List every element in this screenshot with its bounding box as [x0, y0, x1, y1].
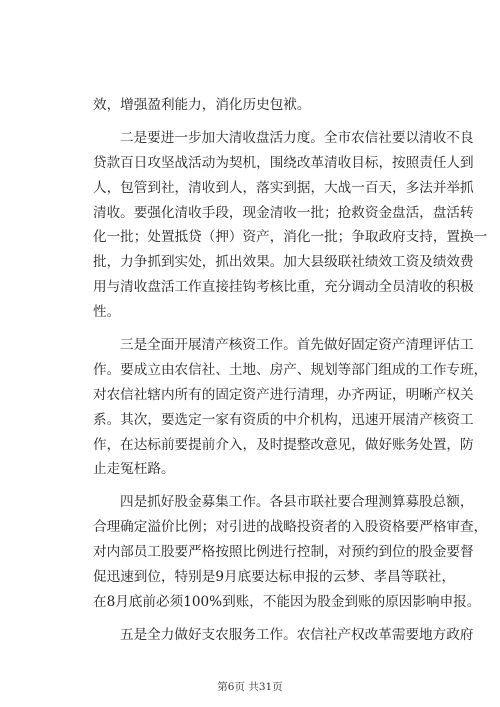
paragraph-3: [93, 333, 488, 482]
text-line: 人，包管到社，清收到人，落实到据，大战一百天，多法并举抓: [93, 179, 474, 196]
text-line: 对农信社辖内所有的固定资产进行清理，办齐两证，明晰产权关: [93, 386, 474, 403]
text-line: 化一批；处置抵贷（押）资产，消化一批；争取政府支持，置换一: [93, 229, 488, 246]
text-line: 在8月底前必须100%到账，不能因为股金到账的原因影响申报。: [93, 593, 481, 610]
document-body: [93, 93, 488, 648]
paragraph-5: [93, 623, 474, 648]
text-line: 合理确定溢价比例；对引进的战略投资者的入股资格要严格审查，: [93, 519, 488, 536]
text-line: 效，增强盈利能力，消化历史包袱。: [93, 97, 311, 113]
paragraph-1: [93, 93, 423, 118]
text-line: 对内部员工股要严格按照比例进行控制，对预约到位的股金要督: [93, 544, 474, 561]
text-line: 五是全力做好支农服务工作。农信社产权改革需要地方政府: [120, 626, 474, 643]
text-line: 系。其次，要选定一家有资质的中介机构，迅速开展清产核资工: [93, 411, 474, 428]
text-line: 贷款百日攻坚战活动为契机，围绕改革清收目标，按照责任人到: [93, 154, 474, 171]
page-footer: 第6页 共31页: [217, 681, 283, 693]
paragraph-4: [93, 490, 488, 614]
text-line: 作。要成立由农信社、土地、房产、规划等部门组成的工作专班，: [93, 361, 488, 378]
text-line: 三是全面开展清产核资工作。首先做好固定资产清理评估工: [120, 337, 474, 354]
text-line: 作，在达标前要提前介入，及时提整改意见，做好账务处置，防: [93, 436, 474, 453]
paragraph-2: [93, 126, 488, 325]
text-line: 二是要进一步加大清收盘活力度。全市农信社要以清收不良: [120, 129, 474, 146]
text-line: 性。: [93, 304, 121, 321]
text-line: 批，力争抓到实处，抓出效果。加大县级联社绩效工资及绩效费: [93, 254, 474, 271]
text-line: 止走冤枉路。: [93, 461, 175, 478]
text-line: 促迅速到位，特别是9月底要达标申报的云梦、孝昌等联社，: [93, 569, 456, 586]
text-line: 清收。要强化清收手段，现金清收一批；抢救资金盘活，盘活转: [93, 204, 474, 221]
text-line: 用与清收盘活工作直接挂钩考核比重，充分调动全员清收的积极: [93, 279, 474, 296]
text-line: 四是抓好股金募集工作。各县市联社要合理测算募股总额，: [120, 494, 474, 511]
